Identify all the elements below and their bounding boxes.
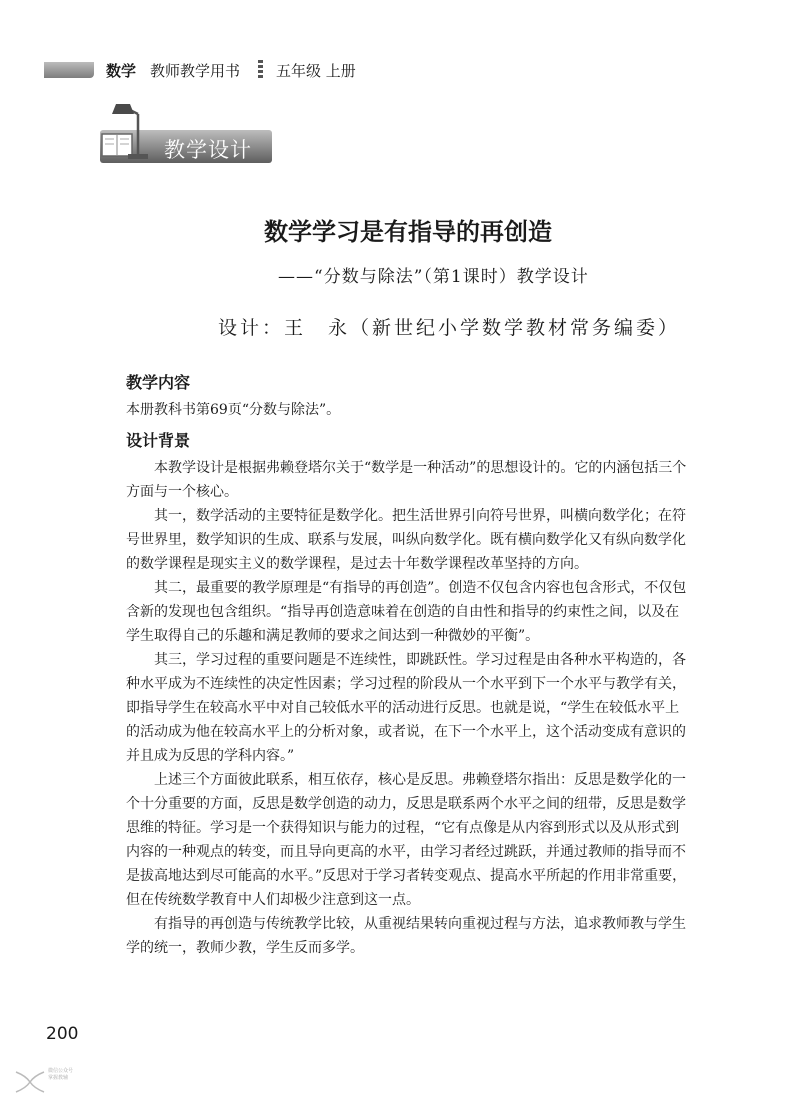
- section-body-background: [126, 456, 688, 960]
- watermark-line-1: 微信公众号: [48, 1068, 74, 1074]
- paragraph: 本教学设计是根据弗赖登塔尔关于“数学是一种活动”的思想设计的。它的内涵包括三个方面与一个核心。: [126, 460, 687, 500]
- designer-credit: 设计：王 永（新世纪小学数学教材常务编委）: [218, 317, 681, 339]
- section-body-content: [126, 398, 688, 422]
- paragraph: 有指导的再创造与传统教学比较，从重视结果转向重视过程与方法，追求教师教与学生学的统一，教师少教，学生反而多学。: [126, 916, 686, 956]
- desk-lamp-icon: [96, 100, 156, 162]
- header-decoration-bar: [44, 62, 94, 78]
- paragraph: 上述三个方面彼此联系，相互依存，核心是反思。弗赖登塔尔指出：反思是数学化的一个十分重要的方面，反思是数学创造的动力，反思是联系两个水平之间的纽带，反思是数学思维的特征。学习是一个获得知识与能力的过程，“它有点像是从内容到形式以及从形式到内容的一种观点的转变，而且导向更高的水平，由学习者经过跳跃，并通过教师的指导而不是拔高地达到尽可能高的水平。”反思对于学习者转变观点、提高水平所起的作用非常重要，但在传统数学教育中人们却极少注意到这一点。: [126, 772, 687, 908]
- header-book-title: 教师教学用书: [150, 62, 241, 80]
- page-subtitle: ——“分数与除法”（第1课时）教学设计: [278, 267, 589, 287]
- header-separator: [258, 60, 263, 78]
- header-subject: 数学: [106, 62, 137, 80]
- paragraph: 本册教科书第69页“分数与除法”。: [126, 402, 341, 418]
- page-number: 200: [46, 1024, 79, 1044]
- header-grade: 五年级 上册: [276, 62, 356, 80]
- paragraph: 其二，最重要的教学原理是“有指导的再创造”。创造不仅包含内容也包含形式，不仅包含新的发现也包含组织。“指导再创造意味着在创造的自由性和指导的约束性之间，以及在学生取得自己的乐趣和满足教师的要求之间达到一种微妙的平衡”。: [126, 580, 687, 644]
- section-heading-background: 设计背景: [126, 431, 191, 450]
- watermark-text: [48, 1068, 73, 1082]
- section-heading-content: 教学内容: [126, 373, 191, 392]
- paragraph: 其三，学习过程的重要问题是不连续性，即跳跃性。学习过程是由各种水平构造的，各种水平成为不连续性的决定性因素；学习过程的阶段从一个水平到下一个水平与教学有关，即指导学生在较高水平中对自己较低水平的活动进行反思。也就是说，“学生在较低水平上的活动成为他在较高水平上的分析对象，或者说，在下一个水平上，这个活动变成有意识的并且成为反思的学科内容。”: [126, 652, 686, 764]
- section-banner-label: 教学设计: [164, 138, 252, 162]
- watermark-logo-icon: [12, 1066, 48, 1098]
- page-title: 数学学习是有指导的再创造: [264, 218, 552, 246]
- paragraph: 其一，数学活动的主要特征是数学化。把生活世界引向符号世界，叫横向数学化；在符号世界里，数学知识的生成、联系与发展，叫纵向数学化。既有横向数学化又有纵向数学化的数学课程是现实主义的数学课程，是过去十年数学课程改革坚持的方向。: [126, 508, 686, 572]
- watermark-line-2: 掌握教辅: [48, 1075, 69, 1081]
